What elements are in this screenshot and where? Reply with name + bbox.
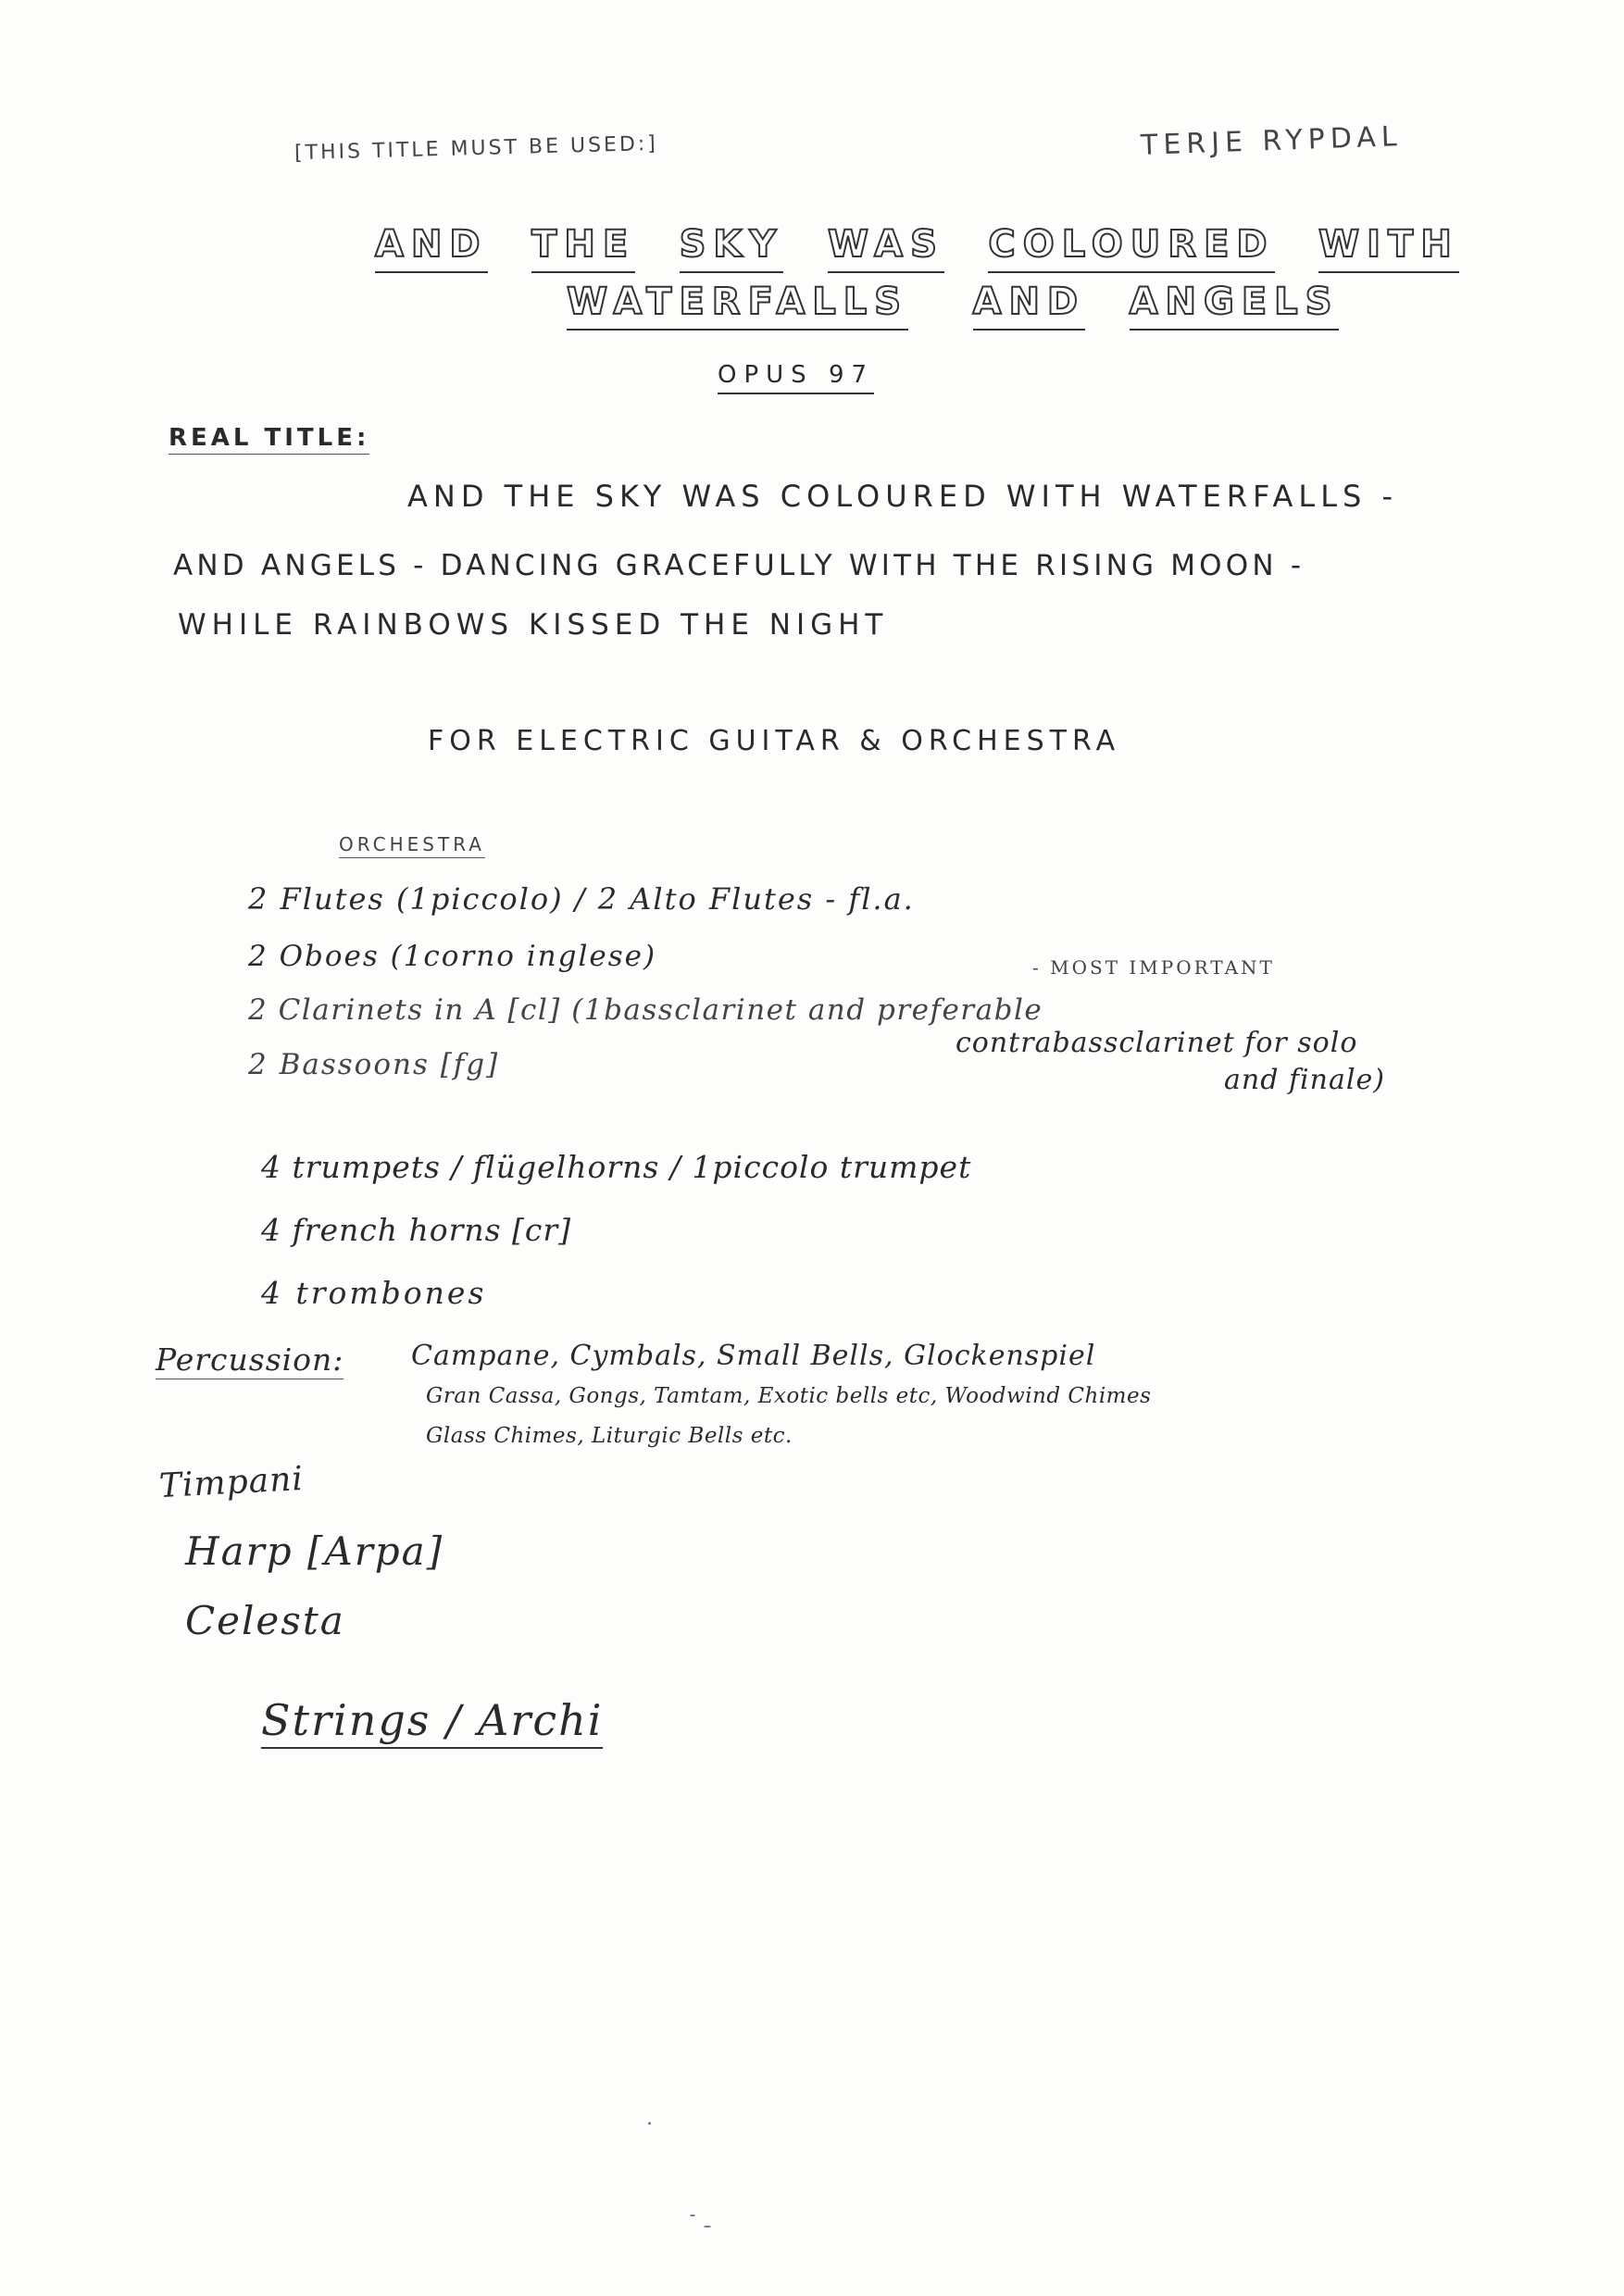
timpani: Timpani [158, 1459, 305, 1506]
title-usage-note: [THIS TITLE MUST BE USED:] [294, 131, 659, 166]
display-title-line-1 [375, 223, 1459, 266]
celesta: Celesta [185, 1598, 345, 1643]
woodwind-clarinets: 2 Clarinets in A [cl] (1bassclarinet and preferable [248, 993, 1043, 1027]
brass-trumpets: 4 trumpets / flügelhorns / 1piccolo trumpet [261, 1149, 972, 1185]
brass-trombones: 4 trombones [261, 1275, 487, 1311]
title-word: ANGELS [1130, 281, 1340, 331]
opus-number: OPUS 97 [718, 363, 874, 394]
clarinet-note-line-3: and finale) [1224, 1064, 1385, 1096]
real-title-line-3: WHILE RAINBOWS KISSED THE NIGHT [178, 608, 889, 642]
woodwind-flutes: 2 Flutes (1piccolo) / 2 Alto Flutes - fl.a. [248, 881, 915, 917]
strings: Strings / Archi [261, 1699, 603, 1749]
percussion-line-3: Glass Chimes, Liturgic Bells etc. [426, 1424, 793, 1448]
title-word: WITH [1318, 223, 1459, 273]
title-word: AND [375, 223, 488, 273]
title-word: SKY [680, 223, 784, 273]
instrumentation-subtitle: FOR ELECTRIC GUITAR & ORCHESTRA [428, 725, 1121, 757]
percussion-line-2: Gran Cassa, Gongs, Tamtam, Exotic bells etc, Woodwind Chimes [426, 1384, 1152, 1408]
scan-speck [690, 2215, 695, 2216]
title-word: AND [973, 281, 1086, 331]
composer-name: TERJE RYPDAL [1140, 120, 1404, 162]
clarinet-note-top: - MOST IMPORTANT [1032, 956, 1275, 979]
scan-speck [704, 2226, 711, 2227]
title-word: WATERFALLS [567, 281, 908, 331]
orchestra-heading: ORCHESTRA [339, 835, 485, 858]
display-title-line-2 [567, 281, 1340, 323]
real-title-label: REAL TITLE: [169, 426, 369, 455]
real-title-line-1: AND THE SKY WAS COLOURED WITH WATERFALLS - [407, 479, 1399, 514]
percussion-label: Percussion: [156, 1341, 344, 1378]
clarinet-note-line-2: contrabassclarinet for solo [956, 1027, 1358, 1059]
real-title-line-2: AND ANGELS - DANCING GRACEFULLY WITH THE RISING MOON - [173, 549, 1305, 582]
title-word: WAS [828, 223, 944, 273]
title-word: COLOURED [988, 223, 1274, 273]
woodwind-oboes: 2 Oboes (1corno inglese) [248, 940, 657, 973]
scan-speck [648, 2122, 651, 2125]
woodwind-bassoons: 2 Bassoons [fg] [248, 1048, 500, 1081]
brass-french-horns: 4 french horns [cr] [261, 1212, 572, 1248]
title-word: THE [531, 223, 635, 273]
harp: Harp [Arpa] [185, 1529, 444, 1574]
percussion-line-1: Campane, Cymbals, Small Bells, Glockenspiel [411, 1340, 1096, 1372]
